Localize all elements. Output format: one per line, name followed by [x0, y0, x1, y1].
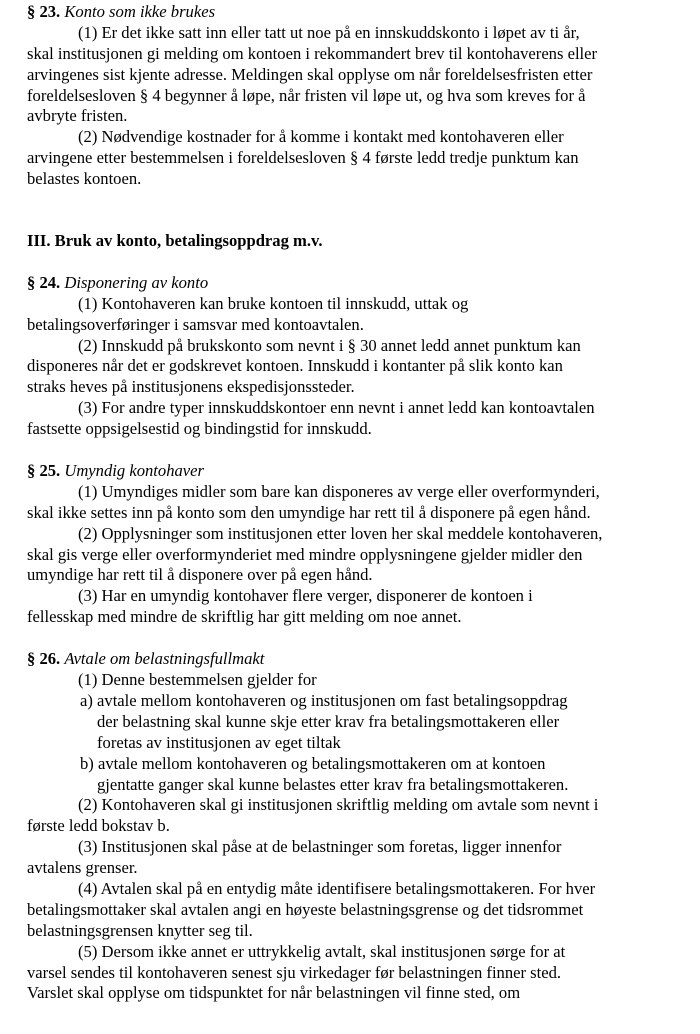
document-page — [27, 2, 682, 1004]
paragraph-line: avbryte fristen. — [27, 106, 128, 126]
section-number: § 23. — [27, 2, 61, 21]
paragraph-line: (1) Denne bestemmelsen gjelder for — [78, 670, 317, 690]
list-item-continuation: foretas av institusjonen av eget tiltak — [97, 732, 341, 752]
paragraph-line: (3) Institusjonen skal påse at de belastninger som foretas, ligger innenfor — [78, 837, 562, 857]
list-item-continuation: gjentatte ganger skal kunne belastes etter krav fra betalingsmottakeren. — [97, 774, 569, 794]
paragraph-line: (5) Dersom ikke annet er uttrykkelig avtalt, skal institusjonen sørge for at — [78, 941, 566, 961]
section-heading-23 — [27, 2, 682, 23]
paragraph-line: arvingenes sist kjente adresse. Meldingen skal opplyse om når foreldelsesfristen etter — [27, 64, 593, 84]
paragraph-line: betalingsmottaker skal avtalen angi en høyeste belastningsgrense og det tidsrommet — [27, 899, 584, 919]
section-heading-25 — [27, 461, 682, 482]
section-number: § 26. — [27, 649, 61, 669]
paragraph-line: belastes kontoen. — [27, 169, 142, 189]
list-item: a) avtale mellom kontohaveren og institusjonen om fast betalingsoppdrag — [80, 690, 568, 710]
paragraph-line: (1) Umyndiges midler som bare kan disponeres av verge eller overformynderi, — [78, 481, 600, 501]
paragraph-line: (1) Kontohaveren kan bruke kontoen til innskudd, uttak og — [78, 293, 469, 313]
paragraph-line: avtalens grenser. — [27, 858, 138, 878]
paragraph-line: foreldelsesloven § 4 begynner å løpe, når fristen vil løpe ut, og hva som kreves for å — [27, 85, 586, 105]
paragraph-line: umyndige har rett til å disponere over på egen hånd. — [27, 565, 373, 585]
paragraph-line: (3) Har en umyndig kontohaver flere verger, disponerer de kontoen i — [78, 586, 533, 606]
paragraph-line: varsel sendes til kontohaveren senest sju virkedager før belastningen finner sted. — [27, 962, 562, 982]
paragraph-line: (4) Avtalen skal på en entydig måte identifisere betalingsmottakeren. For hver — [78, 878, 596, 898]
paragraph-line: disponeres når det er godskrevet kontoen. Innskudd i kontanter på slik konto kan — [27, 356, 563, 376]
paragraph-line: (2) Innskudd på brukskonto som nevnt i § 30 annet ledd annet punktum kan — [78, 335, 581, 355]
section-title: Konto som ikke brukes — [64, 2, 216, 21]
paragraph-line: (2) Nødvendige kostnader for å komme i kontakt med kontohaveren eller — [78, 127, 564, 147]
paragraph-line: fastsette oppsigelsestid og bindingstid for innskudd. — [27, 419, 372, 439]
section-title: Avtale om belastningsfullmakt — [64, 649, 265, 669]
section-number: § 24. — [27, 272, 61, 292]
section-title: Disponering av konto — [64, 272, 209, 292]
paragraph-line: betalingsoverføringer i samsvar med kontoavtalen. — [27, 314, 364, 334]
paragraph-line: (1) Er det ikke satt inn eller tatt ut noe på en innskuddskonto i løpet av ti år, — [78, 22, 580, 42]
section-heading-26 — [27, 649, 682, 670]
paragraph-line: første ledd bokstav b. — [27, 816, 170, 836]
section-number: § 25. — [27, 461, 61, 481]
chapter-heading: III. Bruk av konto, betalingsoppdrag m.v. — [27, 231, 323, 251]
section-heading-24 — [27, 273, 682, 294]
paragraph-line: (3) For andre typer innskuddskontoer enn nevnt i annet ledd kan kontoavtalen — [78, 398, 595, 418]
paragraph-line: straks heves på institusjonens ekspedisjonssteder. — [27, 377, 355, 397]
section-title: Umyndig kontohaver — [64, 461, 204, 481]
list-item-continuation: der belastning skal kunne skje etter krav fra betalingsmottakeren eller — [97, 711, 560, 731]
paragraph-line: skal gis verge eller overformynderiet med mindre opplysningene gjelder midler den — [27, 544, 583, 564]
paragraph-line: (2) Opplysninger som institusjonen etter loven her skal meddele kontohaveren, — [78, 523, 603, 543]
paragraph-line: arvingene etter bestemmelsen i foreldelsesloven § 4 første ledd tredje punktum kan — [27, 148, 579, 168]
paragraph-line: belastningsgrensen knytter seg til. — [27, 920, 253, 940]
paragraph-line: Varslet skal opplyse om tidspunktet for når belastningen vil finne sted, om — [27, 983, 521, 1003]
paragraph-line: skal institusjonen gi melding om kontoen i rekommandert brev til kontohaverens eller — [27, 43, 598, 63]
list-item: b) avtale mellom kontohaveren og betalingsmottakeren om at kontoen — [80, 753, 546, 773]
paragraph-line: skal ikke settes inn på konto som den umyndige har rett til å disponere på egen hånd. — [27, 502, 591, 522]
paragraph-line: fellesskap med mindre de skriftlig har gitt melding om noe annet. — [27, 607, 462, 627]
paragraph-line: (2) Kontohaveren skal gi institusjonen skriftlig melding om avtale som nevnt i — [78, 795, 599, 815]
